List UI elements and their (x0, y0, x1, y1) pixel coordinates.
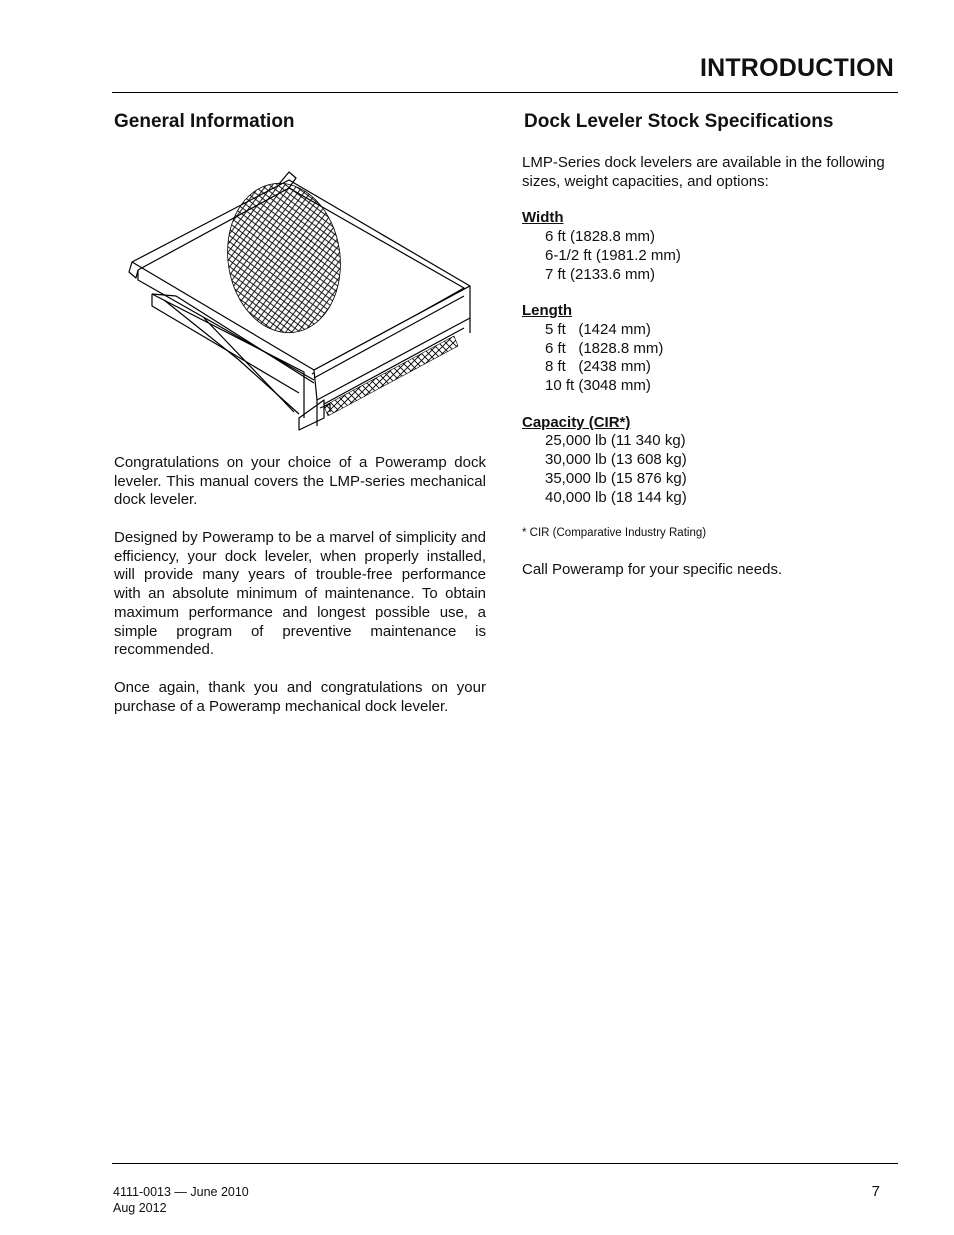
footer-rule (112, 1163, 898, 1164)
list-item: 6-1/2 ft (1981.2 mm) (545, 246, 681, 264)
list-item: 8 ft (2438 mm) (545, 358, 651, 376)
width-heading: Width (522, 209, 564, 227)
specifications-heading: Dock Leveler Stock Specifications (524, 111, 834, 132)
document-number: 4111-0013 — June 2010 (113, 1185, 249, 1199)
specifications-intro: LMP-Series dock levelers are available in the following sizes, weight capacities, and options: (522, 154, 885, 190)
design-paragraph: Designed by Poweramp to be a marvel of simplicity and efficiency, your dock leveler, when properly installed, will provide many years of trouble-free performance with an absolute minimum of maintenance. To obtain maximum performance and longest possible use, a simple program of preventive maintenance is recommended. (114, 529, 486, 659)
page-number: 7 (871, 1183, 880, 1200)
document-info (113, 1185, 249, 1216)
specifications-section (522, 108, 902, 580)
revision-date: Aug 2012 (113, 1200, 167, 1215)
list-item: 7 ft (2133.6 mm) (545, 265, 656, 283)
list-item: 40,000 lb (18 144 kg) (545, 488, 687, 506)
dock-leveler-illustration (124, 168, 474, 438)
closing-note: Call Poweramp for your specific needs. (522, 561, 783, 579)
length-list (522, 321, 902, 396)
list-item: 10 ft (3048 mm) (545, 377, 651, 395)
header-rule (112, 92, 898, 93)
width-group (522, 209, 902, 284)
general-information-section (114, 108, 486, 715)
list-item: 6 ft (1828.8 mm) (545, 339, 664, 357)
list-item: 25,000 lb (11 340 kg) (545, 432, 686, 450)
capacity-group (522, 414, 902, 508)
cir-footnote: * CIR (Comparative Industry Rating) (522, 527, 707, 540)
general-information-heading: General Information (114, 111, 295, 132)
length-group (522, 302, 902, 396)
thank-you-paragraph: Once again, thank you and congratulations on your purchase of a Poweramp mechanical dock leveler. (114, 679, 486, 715)
list-item: 6 ft (1828.8 mm) (545, 228, 656, 246)
list-item: 35,000 lb (15 876 kg) (545, 469, 687, 487)
capacity-list (522, 432, 902, 507)
capacity-heading: Capacity (CIR*) (522, 413, 631, 431)
length-heading: Length (522, 302, 572, 320)
width-list (522, 228, 902, 284)
page-title: INTRODUCTION (699, 54, 894, 82)
intro-paragraph: Congratulations on your choice of a Poweramp dock leveler. This manual covers the LMP-series mechanical dock leveler. (114, 454, 486, 509)
list-item: 5 ft (1424 mm) (545, 320, 651, 338)
list-item: 30,000 lb (13 608 kg) (545, 451, 687, 469)
